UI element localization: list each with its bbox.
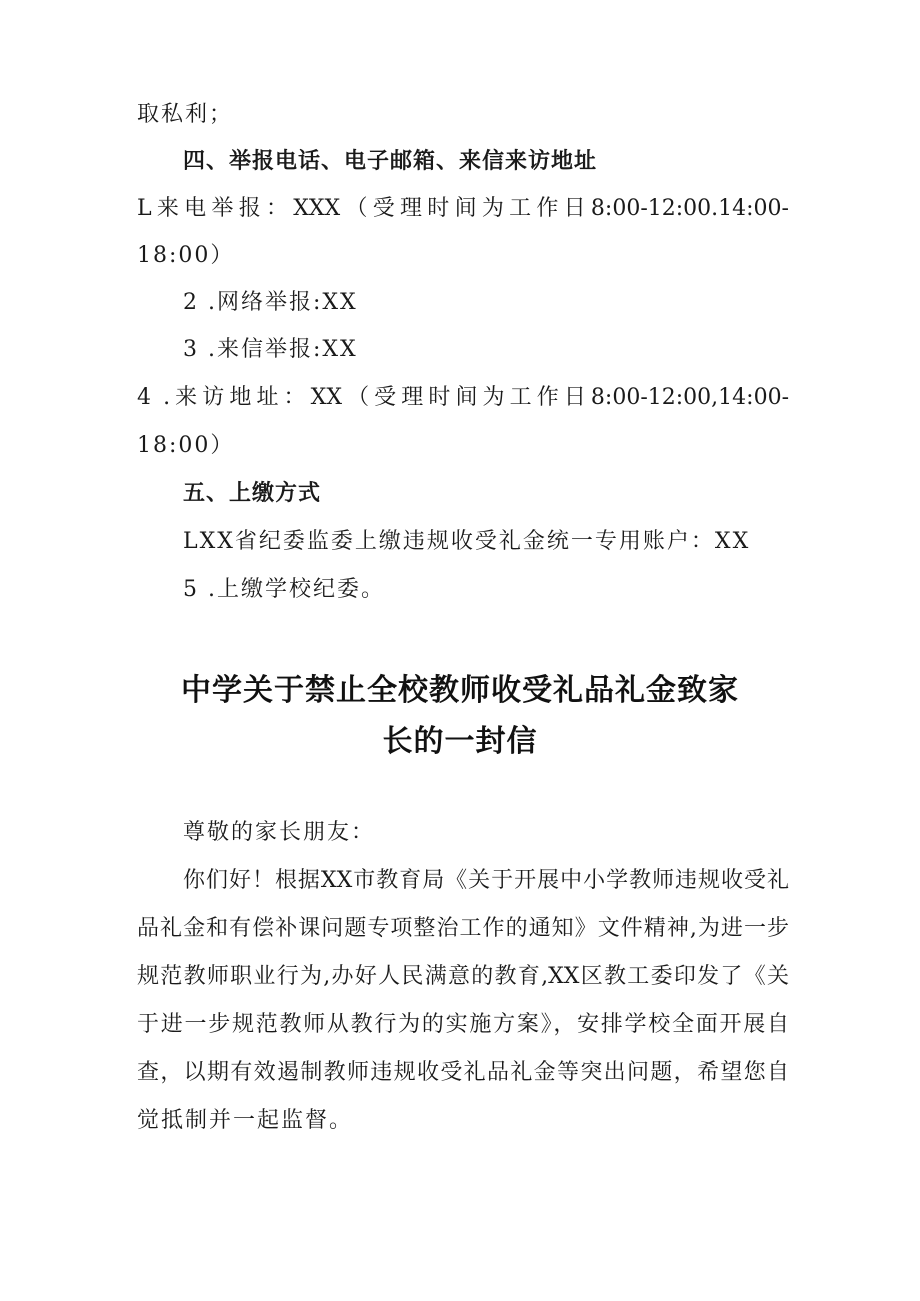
- payment-account-line: LXX省纪委监委上缴违规收受礼金统一专用账户：XX: [183, 529, 751, 554]
- letter-salutation: 尊敬的家长朋友：: [183, 820, 376, 845]
- payment-school-line: 5 .上缴学校纪委。: [183, 577, 385, 602]
- letter-paragraph-line: 品礼金和有偿补课问题专项整治工作的通知》文件精神,为进一步: [137, 916, 789, 941]
- report-phone-line-continued: 18:00）: [137, 243, 235, 268]
- letter-title-line-2: 长的一封信: [382, 724, 538, 759]
- letter-paragraph-line: 规范教师职业行为,办好人民满意的教育,XX区教工委印发了《关: [137, 964, 790, 989]
- text-line: 取私利；: [137, 102, 234, 127]
- report-phone-line: L来电举报：XXX（受理时间为工作日8:00-12:00.14:00-: [137, 196, 789, 221]
- letter-paragraph-line: 于进一步规范教师从教行为的实施方案》，安排学校全面开展自: [137, 1012, 789, 1037]
- report-visit-line: 4 .来访地址：XX（受理时间为工作日8:00-12:00,14:00-: [137, 385, 789, 410]
- letter-paragraph-line: 你们好！根据XX市教育局《关于开展中小学教师违规收受礼: [183, 868, 789, 893]
- letter-title-line-1: 中学关于禁止全校教师收受礼品礼金致家: [181, 673, 739, 708]
- section-heading-4: 四、举报电话、电子邮箱、来信来访地址: [183, 149, 598, 174]
- letter-paragraph-line: 觉抵制并一起监督。: [137, 1108, 354, 1133]
- report-online-line: 2 .网络举报:XX: [183, 290, 358, 315]
- section-heading-5: 五、上缴方式: [183, 481, 322, 506]
- report-letter-line: 3 .来信举报:XX: [183, 337, 358, 362]
- report-visit-line-continued: 18:00）: [137, 433, 235, 458]
- letter-paragraph-line: 查，以期有效遏制教师违规收受礼品礼金等突出问题，希望您自: [137, 1060, 789, 1085]
